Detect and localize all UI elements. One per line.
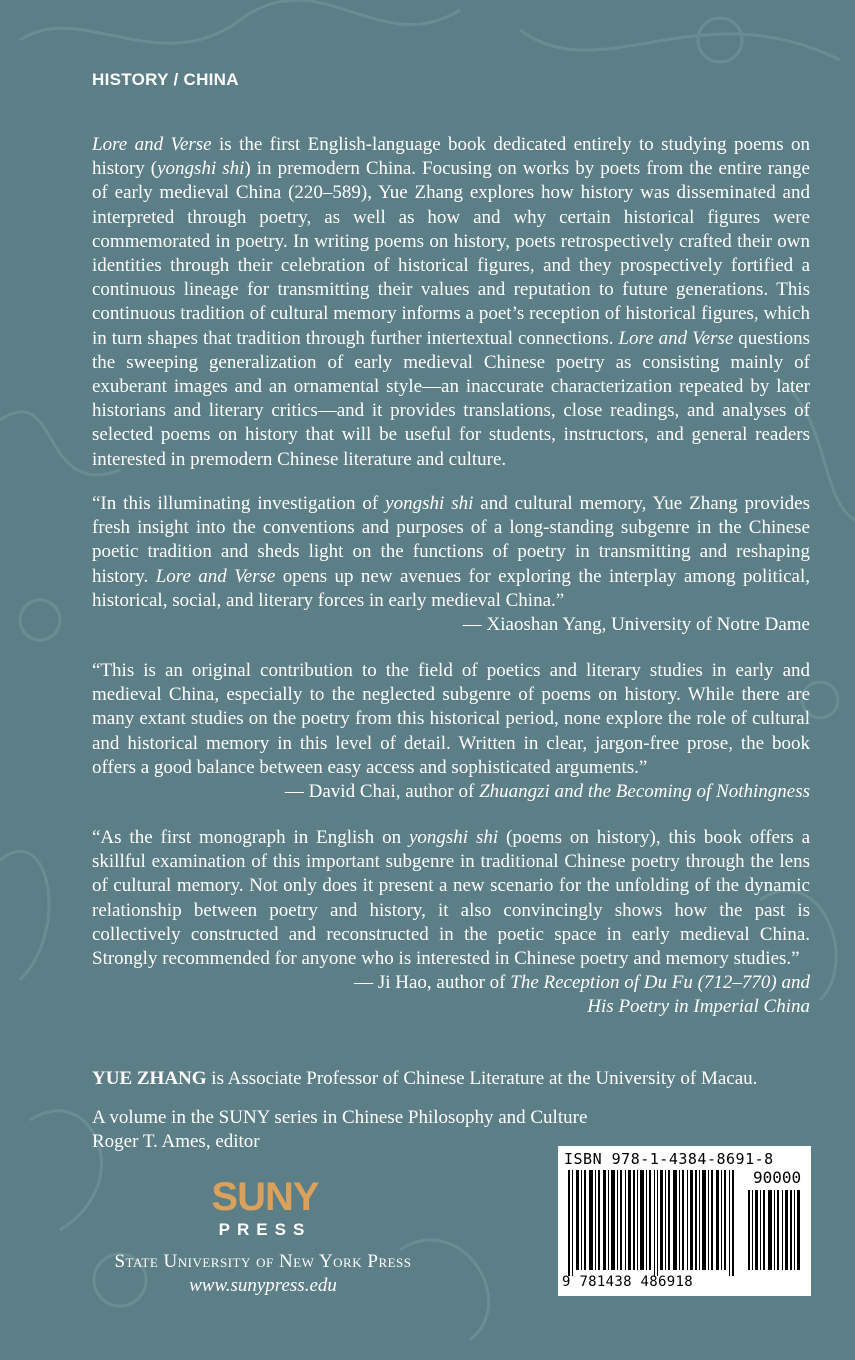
barcode-digits: 9 781438 486918 [562,1274,693,1290]
quote-2-attribution-title: Zhuangzi and the Becoming of Nothingness [479,781,810,803]
book-title-italic: Lore and Verse [92,134,212,155]
quote-3-text [92,826,810,971]
logo-press-text: PRESS [218,1220,312,1239]
quote-2-text: “This is an original contribution to the field of poetics and literary studies in early and medieval China, especially to the neglected subgenre of poems on history. While there are many extant studies on the poetry from this historical period, none explore the role of cultural and historical memory in this level of detail. Written in clear, jargon-free prose, the book offers a good balance between easy access and sophisticated arguments.” [92,660,810,778]
publisher-info [92,1250,434,1298]
quote-1-text [92,492,810,613]
quote-2-attribution [92,780,810,804]
quote-1-attribution: — Xiaoshan Yang, University of Notre Dame [462,614,810,636]
quote-1-italic-title: Lore and Verse [155,565,276,587]
series-editor: Roger T. Ames, editor [92,1131,260,1152]
price-code: 90000 [753,1168,802,1187]
author-name: YUE ZHANG [92,1068,207,1089]
book-description [92,133,810,472]
quote-3-attribution [92,971,810,1019]
author-bio-text: is Associate Professor of Chinese Literature at the University of Macau. [206,1068,758,1089]
quote-3-part-c: (poems on history), this book offers a skillful examination of this important subgenre in traditional Chinese poetry through the lens of cultural memory. Not only does it present a new scenario for the unfolding of the dynamic relationship between poetry and history, it also convincingly shows how the past is collectively constructed and reconstructed in the poetic space in early medieval China. Strongly recommended for anyone who is interested in Chinese poetry and memory studies.” [92,827,810,970]
description-part2: ) in premodern China. Focusing on works by poets from the entire range of early medieval China (220–589), Yue Zhang explores how history was disseminated and interpreted through poetry, as well as how and why certain historical figures were commemorated in poetry. In writing poems on history, poets retrospectively crafted their own identities through their celebration of historical figures, and they prospectively fortified a continuous lineage for transmitting their values and reputation to future generations. This continuous tradition of cultural memory informs a poet’s reception of historical figures, which in turn shapes that tradition through further intertextual connections. [92,158,810,349]
quote-3-attribution-title-2: His Poetry in Imperial China [587,996,810,1018]
term-italic: yongshi shi [157,158,245,180]
quote-3-attribution-title-1: The Reception of Du Fu (712–770) and [510,972,810,994]
quote-2-attribution-prefix: — David Chai, author of [284,781,480,803]
publisher-name: State University of New York Press [114,1251,412,1272]
series-line-1: A volume in the SUNY series in Chinese Philosophy and Culture [92,1107,588,1128]
author-bio [92,1067,810,1091]
endorsement-quote-1 [92,492,810,637]
isbn-barcode [558,1146,811,1296]
suny-press-logo [200,1176,330,1240]
publisher-url: www.sunypress.edu [189,1275,337,1296]
category-label: HISTORY / CHINA [92,70,239,89]
quote-3-attribution-prefix: — Ji Hao, author of [354,972,511,994]
logo-suny-mark: SUNY [211,1175,319,1219]
endorsement-quote-3 [92,826,810,1020]
quote-1-italic-term: yongshi shi [385,493,474,514]
quote-3-italic-term: yongshi shi [408,827,499,848]
isbn-label: ISBN 978-1-4384-8691-8 [564,1150,774,1168]
quote-1-part-a: “In this illuminating investigation of [92,493,386,514]
endorsement-quote-2 [92,659,810,804]
quote-1-part-e: opens up new avenues for exploring the interplay among political, historical, social, and literary forces in early medieval China.” [92,565,810,611]
book-title-italic-2: Lore and Verse [618,327,734,349]
quote-1-part-c: and cultural memory, Yue Zhang provides fresh insight into the conventions and purposes of a long-standing subgenre in the Chinese poetic tradition and sheds light on the functions of poetry in transmitting and reshaping history. [92,493,810,587]
quote-3-part-a: “As the first monograph in English on [92,827,409,848]
description-part3: questions the sweeping generalization of early medieval Chinese poetry as consisting mainly of exuberant images and an ornamental style—an inaccurate characterization repeated by later historians and literary critics—and it provides translations, close readings, and analyses of selected poems on history that will be useful for students, instructors, and general readers interested in premodern Chinese literature and culture. [92,327,811,470]
description-part1: is the first English-language book dedicated entirely to studying poems on history ( [92,134,810,180]
